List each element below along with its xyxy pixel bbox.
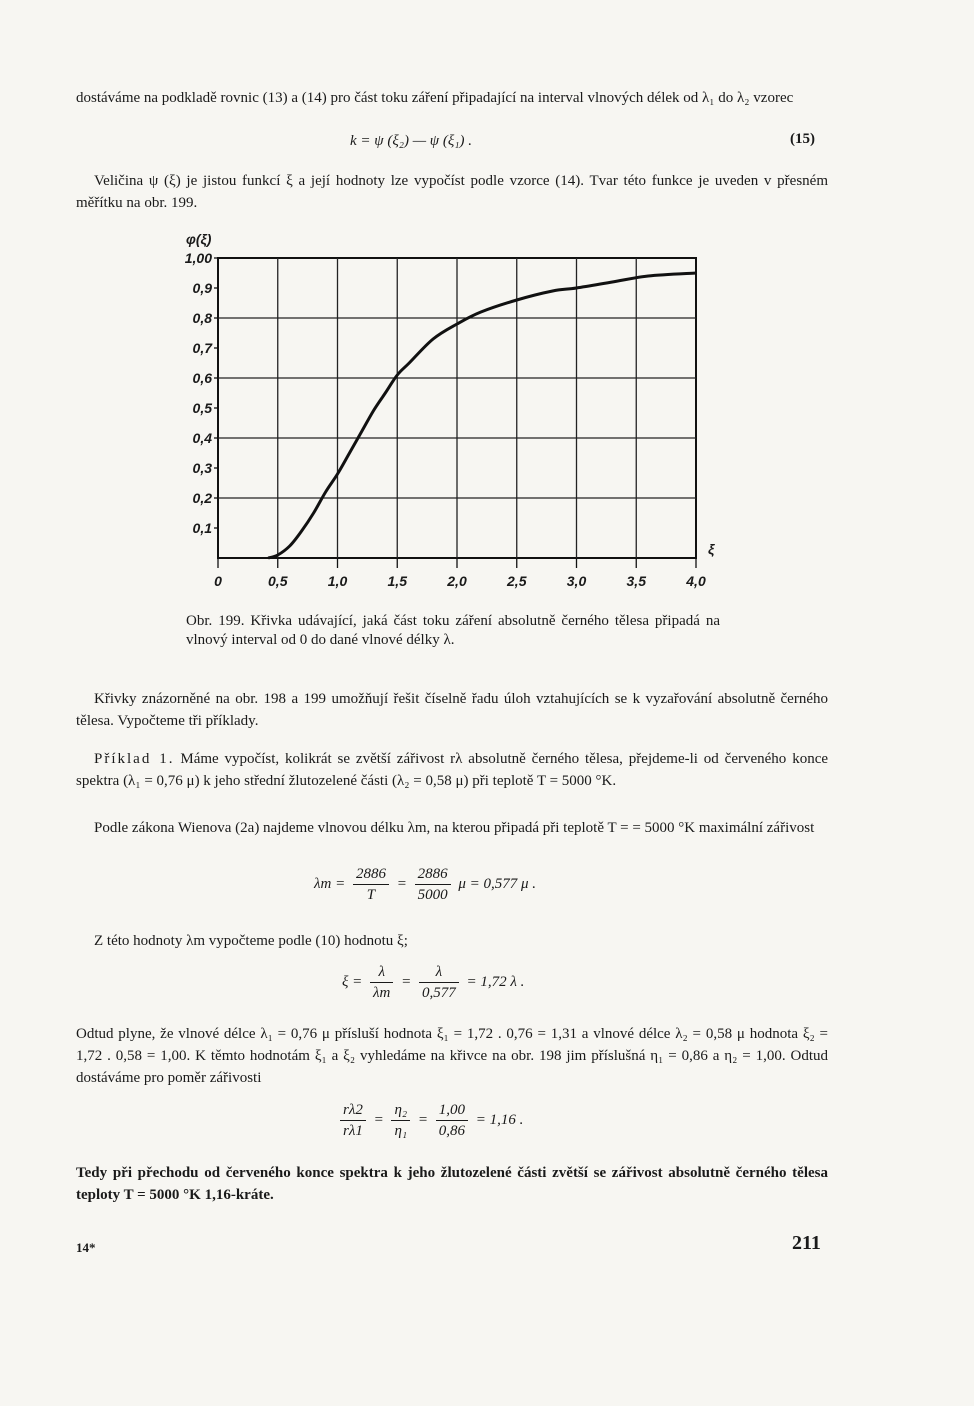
ticks <box>185 250 706 589</box>
x-tick-label: 4,0 <box>686 573 706 589</box>
figure-caption: Obr. 199. Křivka udávající, jaká část toku záření absolutně černého tělesa připadá na vlnový interval od 0 do dané vlnové délky λ. <box>186 613 720 648</box>
eq-wien-num-2: 2886 <box>415 864 451 885</box>
eq-wien-equals: = <box>396 875 407 892</box>
x-tick-label: 1,0 <box>327 573 348 589</box>
x-axis-label: ξ <box>708 541 715 557</box>
example-text: Máme vypočíst, kolikrát se zvětší zářivost rλ absolutně černého tělesa, přejdeme-li od červeného konce spektra (λ₁ = 0,76 μ) k jeho střední žlutozelené části (λ₂ = 0,58 μ) při teplotě T = 5000 °K. <box>76 751 829 789</box>
grid <box>218 258 696 558</box>
eq-xi-frac-2 <box>419 962 459 1003</box>
y-tick-label: 0,4 <box>192 430 212 446</box>
paragraph-1: dostáváme na podkladě rovnic (13) a (14) pro část toku záření připadající na interval vlnových délek od λ₁ do λ₂ vzorec <box>76 90 794 106</box>
eq-ratio-frac-1 <box>340 1100 366 1141</box>
eq-ratio-frac-3 <box>436 1100 468 1141</box>
x-tick-label: 3,0 <box>566 573 587 589</box>
eq-wien-frac-2 <box>415 864 451 905</box>
eq-xi-frac-1 <box>370 962 393 1003</box>
eq-wien-den-1: T <box>366 887 376 903</box>
eq-ratio-den-2: η₁ <box>394 1123 408 1139</box>
y-tick-label: 0,5 <box>192 400 212 416</box>
y-tick-label: 0,7 <box>192 340 212 356</box>
paragraph-5: Podle zákona Wienova (2a) najdeme vlnovou délku λm, na kterou připadá při teplotě T = = 5000 °K maximální zářivost <box>94 820 815 836</box>
eq-ratio-den-3: 0,86 <box>438 1123 465 1139</box>
x-tick-label: 2,0 <box>447 573 467 589</box>
eq-wien-num-1: 2886 <box>353 864 389 885</box>
x-tick-label: 0,5 <box>268 573 288 589</box>
eq-xi-rhs: = 1,72 λ . <box>466 973 525 990</box>
x-tick-label: 0 <box>214 573 222 589</box>
paragraph-7: Odtud plyne, že vlnové délce λ₁ = 0,76 μ přísluší hodnota ξ₁ = 1,72 . 0,76 = 1,31 a vlnové délce λ₂ = 0,58 μ hodnota ξ₂ = 1,72 . 0,58 = 1,00. K těmto hodnotám ξ₁ a ξ₂ vyhledáme na křivce na obr. 198 jim příslušná η₁ = 0,86 a η₂ = 1,00. Odtud dostáváme pro poměr zářivosti <box>76 1026 828 1086</box>
psi-curve <box>268 273 696 558</box>
y-tick-label: 0,8 <box>192 310 212 326</box>
signature-mark: 14* <box>76 1240 96 1255</box>
eq-xi-num-1: λ <box>370 962 393 983</box>
equation-xi <box>342 962 524 1003</box>
y-tick-label: 0,6 <box>192 370 212 386</box>
equation-ratio <box>336 1100 523 1141</box>
y-tick-label: 1,00 <box>184 250 212 266</box>
page-number: 211 <box>792 1232 821 1254</box>
eq-ratio-den-1: rλ1 <box>343 1123 363 1139</box>
figure-199-chart <box>180 232 740 597</box>
eq-ratio-equals-2: = <box>417 1111 428 1128</box>
y-axis-label: φ(ξ) <box>186 232 212 247</box>
paragraph-6: Z této hodnoty λm vypočteme podle (10) hodnotu ξ; <box>94 933 408 949</box>
x-tick-label: 1,5 <box>387 573 407 589</box>
eq-ratio-rhs: = 1,16 . <box>475 1111 524 1128</box>
paragraph-8: Tedy při přechodu od červeného konce spektra k jeho žlutozelené části zvětší se zářivost absolutně černého tělesa teploty T = 5000 °K 1,16-kráte. <box>76 1165 828 1203</box>
eq-ratio-num-1: rλ2 <box>340 1100 366 1121</box>
eq-wien-lhs: λm = <box>314 875 346 892</box>
x-tick-label: 2,5 <box>507 573 527 589</box>
x-tick-label: 3,5 <box>626 573 646 589</box>
eq-xi-den-1: λm <box>373 985 391 1001</box>
eq-ratio-frac-2 <box>391 1100 410 1141</box>
equation-15-number: (15) <box>790 131 815 147</box>
example-label: Příklad 1. <box>94 751 175 767</box>
eq-xi-num-2: λ <box>419 962 459 983</box>
eq-ratio-equals-1: = <box>373 1111 384 1128</box>
eq-ratio-num-3: 1,00 <box>436 1100 468 1121</box>
eq-xi-den-2: 0,577 <box>422 985 456 1001</box>
paragraph-2: Veličina ψ (ξ) je jistou funkcí ξ a její hodnoty lze vypočíst podle vzorce (14). Tvar této funkce je uveden v přesném měřítku na obr. 199. <box>76 173 828 211</box>
eq-wien-den-2: 5000 <box>417 887 448 903</box>
y-tick-label: 0,1 <box>192 520 212 536</box>
eq-xi-lhs: ξ = <box>342 973 363 990</box>
equation-wien <box>314 864 536 905</box>
y-tick-label: 0,2 <box>192 490 212 506</box>
eq-ratio-num-2: η₂ <box>391 1100 410 1121</box>
equation-15: k = ψ (ξ₂) — ψ (ξ₁) . <box>350 133 473 149</box>
paragraph-3: Křivky znázorněné na obr. 198 a 199 umožňují řešit číselně řadu úloh vztahujících se k vyzařování absolutně černého tělesa. Vypočteme tři příklady. <box>76 691 828 729</box>
eq-wien-frac-1 <box>353 864 389 905</box>
y-tick-label: 0,3 <box>192 460 212 476</box>
y-tick-label: 0,9 <box>192 280 212 296</box>
eq-xi-equals: = <box>401 973 412 990</box>
example-1 <box>76 748 828 792</box>
eq-wien-rhs: μ = 0,577 μ . <box>458 875 537 892</box>
